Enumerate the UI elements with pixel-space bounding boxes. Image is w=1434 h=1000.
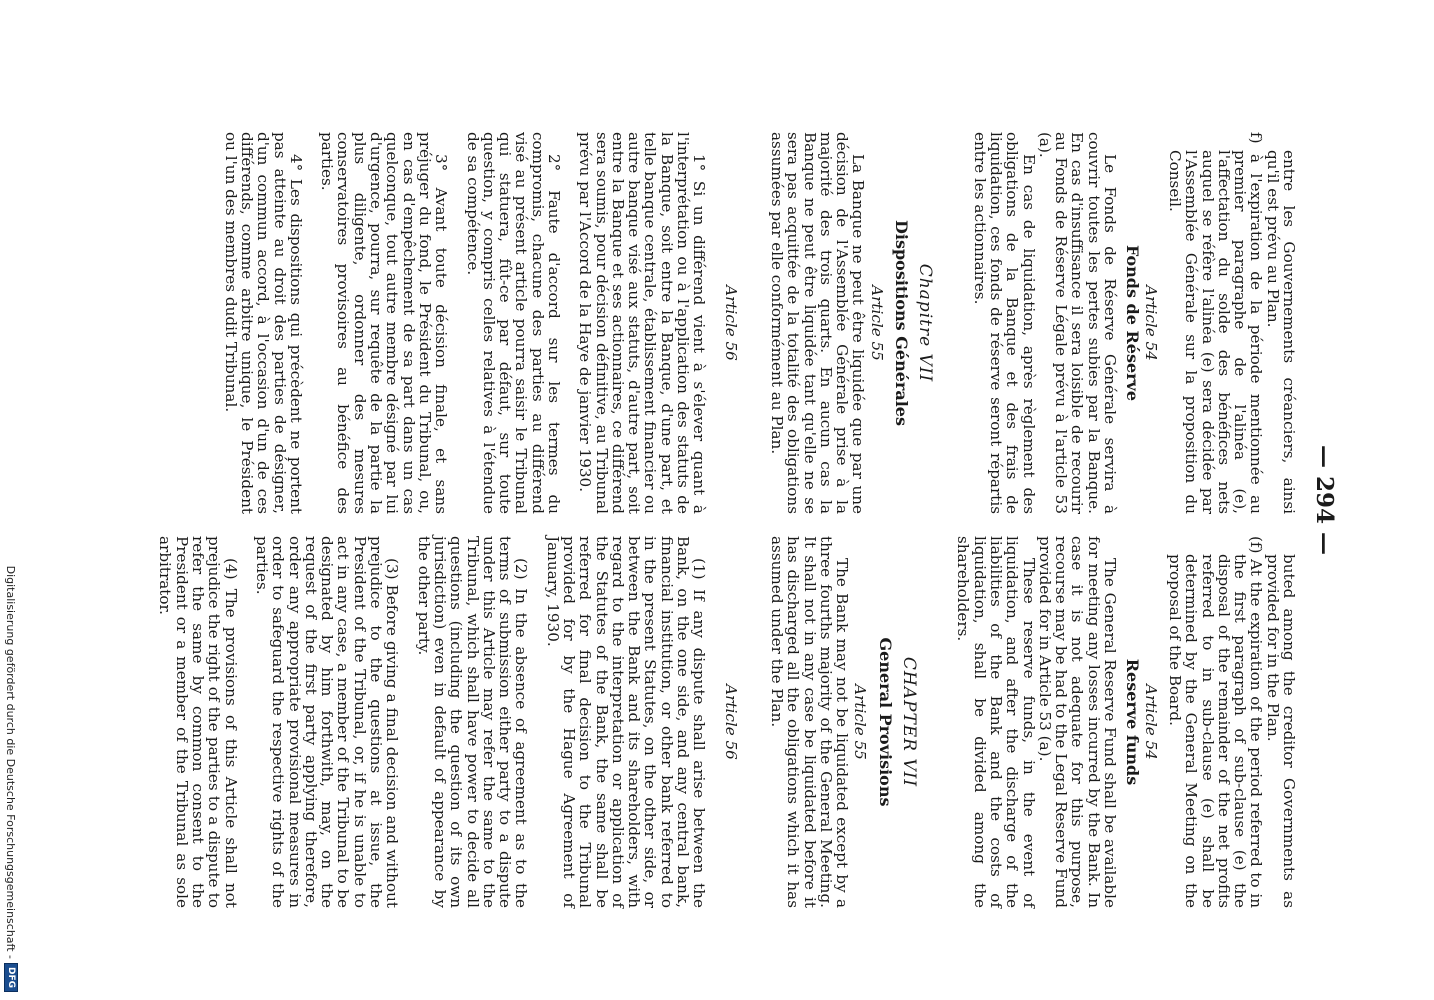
fr-article-55-title: Article 55 [867,285,886,361]
fr-article-56-p2: 2° Faute d'accord sur les termes du compromis, chacune des parties au différend visé au présent article pourra saisir le Tribunal qui statuera, fût-ce par défaut, sur toute question, y compris celles relatives à l'étendue de sa compétence. [463,132,564,514]
en-article-56-title: Article 56 [721,684,740,760]
fr-article-54-title: Article 54 [1141,285,1160,361]
en-article-56-p1: (1) If any dispute shall arise between the Bank, on the one side, and any central bank, financial institution, or other bank referred to in the present Statutes, on the other side, or between the Bank and its shareholders, with regard to the interpretation or application of the Statutes of the Bank, the same shall be referred for final decision to the Tribunal provided for by the Hague Agreement of January, 1930. [543,536,709,908]
fr-article-56-p4: 4° Les dispositions qui précèdent ne portent pas atteinte au droit des parties de désigner, d'un commun accord, à l'occasion d'un de ces différends, comme arbitre unique, le Président ou l'un des membres dudit Tribunal. [221,132,305,514]
english-column [157,536,1297,908]
fr-intro: entre les Gouvernements créanciers, ainsi qu'il est prévu au Plan. [1263,150,1298,514]
fr-article-54-p2: En cas de liquidation, après règlement des obligations de la Banque et des frais de liquidation, ces fonds de réserve seront répartis entre les actionnaires. [970,132,1038,514]
en-article-56-p2: (2) In the absence of agreement as to the terms of submission either party to a dispute under this Article may refer the same to the Tribunal, which shall have power to decide all questions (including the question of its own jurisdiction) even in default of appearance by the other party. [414,536,531,908]
en-article-55-title: Article 55 [851,684,870,760]
fr-article-55-p1: La Banque ne peut être liquidée que par une décision de l'Assemblée Générale prise à la majorité des trois quarts. En aucun cas la Banque ne peut être liquidée tant qu'elle ne se sera pas acquittée de la totalité des obligations assumées par elle conformément au Plan. [767,132,868,514]
en-article-55-p1: The Bank may not be liquidated except by a three fourths majority of the General Meeting. It shall not in any case be liquidated before it has discharged all the obligations which it has assumed under the Plan. [767,536,852,908]
fr-chapter-heading: Dispositions Générales [892,220,912,426]
en-article-54-p1: The General Reserve Fund shall be available for meeting any losses incurred by the Bank. In case it is not adequate for this purpose, recourse may be had to the Legal Reserve Fund provided for in Article 53 (a). [1035,536,1120,908]
en-article-56-p3: (3) Before giving a final decision and without prejudice to the questions at issue, the President of the Tribunal, or, if he is unable to act in any case, a member of the Tribunal to be designated by him forthwith, may, on the request of the first party applying therefore, order any appropriate provisional measures in order to safeguard the respective rights of the parties. [252,536,402,908]
en-chapter-heading: General Provisions [875,637,895,807]
fr-article-56-title: Article 56 [721,285,740,361]
en-intro: buted among the creditor Governments as provided for in the Plan. [1263,554,1298,908]
fr-article-56-p1: 1° Si un différend vient à s'élever quant à l'interprétation ou à l'application des statuts de la Banque, soit entre la Banque, d'une part, et telle banque centrale, établissement financier ou autre banque visé aux statuts, d'autre part, soit entre la Banque et ses actionnaires, ce différend sera soumis, pour décision définitive, au Tribunal prévu par l'Accord de la Haye de janvier 1930. [576,132,709,514]
fr-article-54-p1: Le Fonds de Réserve Générale servira à couvrir toutes les pertes subies par la Banque. En cas d'insuffisance il sera loisible de recourir au Fonds de Réserve Légale prévu à l'article 53 (a). [1035,132,1120,514]
en-chapter-title: CHAPTER VII [899,656,920,788]
en-article-56-p4: (4) The provisions of this Article shall not prejudice the right of the parties to a dispute to refer the same by common consent to the President or a member of the Tribunal as sole arbitrator. [156,536,240,908]
dfg-logo: DFG [4,963,18,992]
fr-chapter-title: Chapitre VII [915,263,936,383]
footer-text: Digitalisierung gefördert durch die Deutsche Forschungsgemeinschaft - [4,565,18,959]
french-column [222,132,1297,514]
en-article-54-heading: Reserve funds [1123,658,1143,786]
digitization-footer [0,0,22,1000]
fr-article-56-p3: 3° Avant toute décision finale, et sans préjuger du fond, le Président du Tribunal, ou, en cas d'empêchement de sa part dans un cas quelconque, tout autre membre désigné par lui d'urgence, pourra, sur requête de la partie la plus diligente, ordonner des mesures conservatoires provisoires au bénéfice des parties. [318,132,451,514]
page-number: — 294 — [1311,444,1338,556]
fr-item-f: f) à l'expiration de la période mentionnée au premier paragraphe de l'alinéa (e), l'affectation du solde des bénéfices nets auquel se réfère l'alinéa (e) sera décidée par l'Assemblée Générale sur la proposition du Conseil. [1165,132,1266,514]
en-article-54-p2: These reserve funds, in the event of liquidation, and after the discharge of the liabilities of the Bank and the costs of liquidation, shall be divided among the shareholders. [954,536,1038,908]
en-article-54-title: Article 54 [1141,684,1160,760]
fr-article-54-heading: Fonds de Réserve [1123,244,1143,402]
en-item-f: (f) At the expiration of the period referred to in the first paragraph of sub-clause (e) the disposal of the remainder of the net profits referred to in sub-clause (e) shall be determined by the General Meeting on the proposal of the Board. [1165,536,1266,908]
